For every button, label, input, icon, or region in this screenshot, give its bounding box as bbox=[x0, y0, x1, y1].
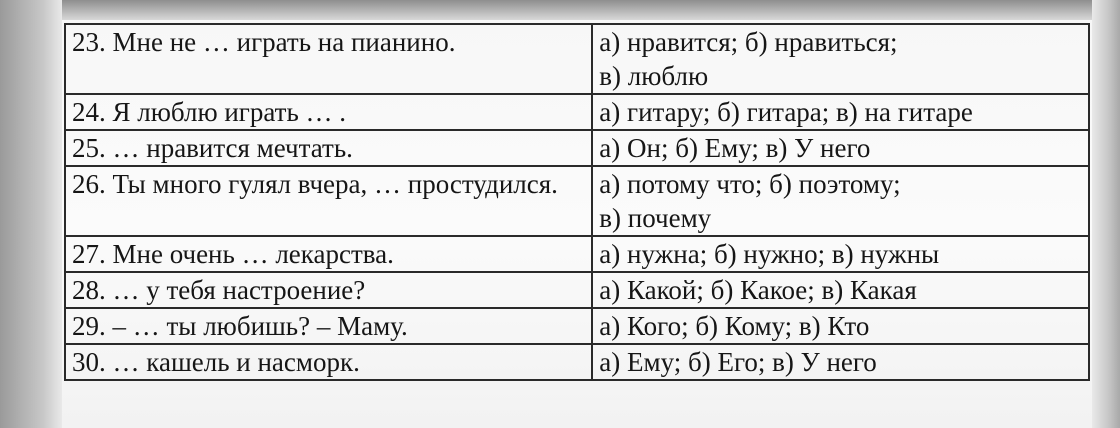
answer-cell bbox=[592, 166, 1089, 236]
table-row bbox=[65, 308, 1089, 344]
question-cell: 25. … нравится мечтать. bbox=[65, 130, 592, 166]
table-row bbox=[65, 344, 1089, 380]
question-cell: 27. Мне очень … лекарства. bbox=[65, 236, 592, 272]
question-cell: 24. Я люблю играть … . bbox=[65, 94, 592, 130]
answer-options: а) нужна; б) нужно; в) нужны bbox=[599, 239, 940, 269]
answer-cell bbox=[592, 308, 1089, 344]
answer-options: а) Он; б) Ему; в) У него bbox=[599, 133, 871, 163]
table-row bbox=[65, 272, 1089, 308]
answer-cell bbox=[592, 272, 1089, 308]
answer-options-continued: в) люблю bbox=[599, 61, 709, 91]
question-cell: 29. – … ты любишь? – Маму. bbox=[65, 308, 592, 344]
table-row bbox=[65, 236, 1089, 272]
answer-options: а) гитару; б) гитара; в) на гитаре bbox=[599, 97, 973, 127]
table-row bbox=[65, 130, 1089, 166]
answer-options: а) Ему; б) Его; в) У него bbox=[599, 347, 877, 377]
answer-options-continued: в) почему bbox=[599, 203, 712, 233]
exercise-table bbox=[64, 23, 1090, 381]
table-row bbox=[65, 94, 1089, 130]
question-cell: 28. … у тебя настроение? bbox=[65, 272, 592, 308]
question-cell: 23. Мне не … играть на пианино. bbox=[65, 24, 592, 94]
answer-cell bbox=[592, 344, 1089, 380]
answer-options: а) нравится; б) нравиться; bbox=[599, 27, 898, 57]
answer-options: а) Какой; б) Какое; в) Какая bbox=[599, 275, 917, 305]
table-row bbox=[65, 24, 1089, 94]
photo-shadow-left bbox=[0, 0, 62, 428]
answer-cell bbox=[592, 94, 1089, 130]
photo-shadow-right bbox=[1092, 0, 1120, 428]
answer-cell bbox=[592, 24, 1089, 94]
answer-options: а) Кого; б) Кому; в) Кто bbox=[599, 311, 870, 341]
answer-cell bbox=[592, 236, 1089, 272]
answer-options: а) потому что; б) поэтому; bbox=[599, 169, 901, 199]
answer-cell bbox=[592, 130, 1089, 166]
question-cell: 30. … кашель и насморк. bbox=[65, 344, 592, 380]
photo-shadow-top bbox=[0, 0, 1120, 20]
question-cell: 26. Ты много гулял вчера, … простудился. bbox=[65, 166, 592, 236]
table-row bbox=[65, 166, 1089, 236]
